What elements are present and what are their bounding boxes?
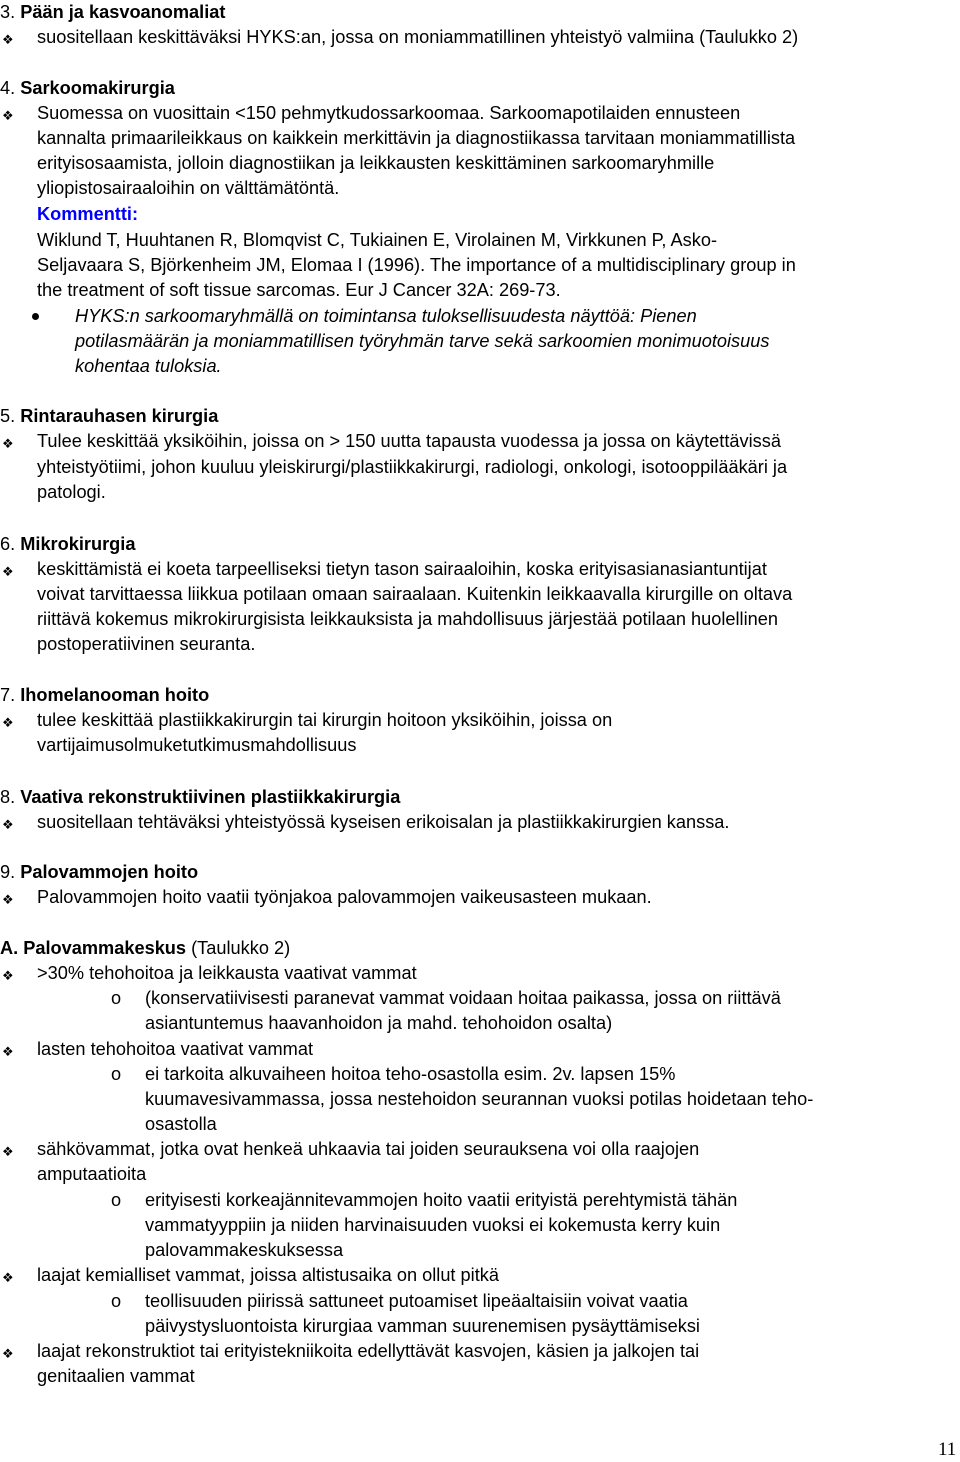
section-7-heading: 7. Ihomelanooman hoito [0, 685, 210, 705]
s3-bullet-text: suositellaan keskittäväksi HYKS:an, jossa on moniammatillinen yhteistyö valmiina (Taulukko 2) [37, 27, 799, 47]
bullet-icon: ❖ [2, 715, 14, 730]
sa-item-line: laajat kemialliset vammat, joissa altistusaika on ollut pitkä [37, 1265, 499, 1285]
s7-text-line: vartijaimusolmuketutkimusmahdollisuus [37, 735, 357, 755]
s4-text-line: Suomessa on vuosittain <150 pehmytkudossarkoomaa. Sarkoomapotilaiden ennusteen [37, 103, 741, 123]
bullet-icon: ❖ [2, 1144, 14, 1159]
sa-sub-line: kuumavesivammassa, jossa nestehoidon seurannan vuoksi potilas hoidetaan teho- [145, 1089, 814, 1109]
sa-sub-line: vammatyyppiin ja niiden harvinaisuuden vuoksi ei kokemusta kerry kuin [145, 1215, 721, 1235]
reference-line: Wiklund T, Huuhtanen R, Blomqvist C, Tukiainen E, Virolainen M, Virkkunen P, Asko- [37, 230, 718, 250]
s6-text-line: keskittämistä ei koeta tarpeelliseksi tietyn tason sairaaloihin, koska erityisasianasiantuntijat [37, 559, 767, 579]
section-4-heading: 4. Sarkoomakirurgia [0, 78, 175, 98]
sa-item-line: sähkövammat, jotka ovat henkeä uhkaavia tai joiden seurauksena voi olla raajojen [37, 1139, 700, 1159]
bullet-icon: ❖ [2, 1346, 14, 1361]
s4-text-line: yliopistosairaaloihin on välttämätöntä. [37, 178, 340, 198]
sa-item-line: genitaalien vammat [37, 1366, 195, 1386]
sa-item-line: lasten tehohoitoa vaativat vammat [37, 1039, 314, 1059]
bullet-icon: ❖ [2, 817, 14, 832]
comment-label: Kommentti: [37, 204, 139, 224]
section-6-heading: 6. Mikrokirurgia [0, 534, 136, 554]
bullet-icon: ❖ [2, 32, 14, 47]
s6-text-line: voivat tarvittaessa liikkua potilaan omaan sairaalaan. Kuitenkin leikkaavalla kirurgille on oltava [37, 584, 793, 604]
sub-bullet-marker: o [111, 988, 122, 1008]
sa-item-line: amputaatioita [37, 1164, 147, 1184]
sa-sub-line: teollisuuden piirissä sattuneet putoamiset lipeäaltaisiin voivat vaatia [145, 1291, 688, 1311]
s5-text-line: patologi. [37, 482, 106, 502]
bullet-icon: ❖ [2, 108, 14, 123]
section-a-heading: A. Palovammakeskus (Taulukko 2) [0, 938, 291, 958]
s4-text-line: kannalta primaarileikkaus on kaikkein merkittävin ja diagnostiikassa tarvitaan moniammatillista [37, 128, 796, 148]
sub-bullet-marker: o [111, 1064, 122, 1084]
sa-sub-line: asiantuntemus haavanhoidon ja mahd. tehohoidon osalta) [145, 1013, 613, 1033]
s4-text-line: erityisosaamista, jolloin diagnostiikan ja leikkausten keskittäminen sarkoomaryhmille [37, 153, 715, 173]
s4-italic-line: kohentaa tuloksia. [75, 356, 222, 376]
s4-italic-line: HYKS:n sarkoomaryhmällä on toimintansa tuloksellisuudesta näyttöä: Pienen [75, 306, 697, 326]
bullet-dot-icon [32, 313, 39, 320]
bullet-icon: ❖ [2, 436, 14, 451]
s6-text-line: postoperatiivinen seuranta. [37, 634, 256, 654]
s5-text-line: Tulee keskittää yksiköihin, joissa on > 150 uutta tapausta vuodessa ja jossa on käytettävissä [37, 431, 781, 451]
section-3-heading: 3. Pään ja kasvoanomaliat [0, 2, 226, 22]
s4-italic-line: potilasmäärän ja moniammatillisen työryhmän tarve sekä sarkoomien monimuotoisuus [75, 331, 770, 351]
bullet-icon: ❖ [2, 892, 14, 907]
s6-text-line: riittävä kokemus mikrokirurgisista leikkauksista ja mahdollisuus järjestää potilaan huolellinen [37, 609, 778, 629]
page-number: 11 [938, 1439, 957, 1460]
sa-sub-line: (konservatiivisesti paranevat vammat voidaan hoitaa paikassa, jossa on riittävä [145, 988, 781, 1008]
section-9-heading: 9. Palovammojen hoito [0, 862, 199, 882]
section-8-heading: 8. Vaativa rekonstruktiivinen plastiikkakirurgia [0, 787, 401, 807]
s7-text-line: tulee keskittää plastiikkakirurgin tai kirurgin hoitoon yksiköihin, joissa on [37, 710, 613, 730]
sub-bullet-marker: o [111, 1291, 122, 1311]
s8-bullet-text: suositellaan tehtäväksi yhteistyössä kyseisen erikoisalan ja plastiikkakirurgien kanssa. [37, 812, 730, 832]
section-5-heading: 5. Rintarauhasen kirurgia [0, 406, 219, 426]
bullet-icon: ❖ [2, 1270, 14, 1285]
sub-bullet-marker: o [111, 1190, 122, 1210]
sa-item-line: laajat rekonstruktiot tai erityistekniikoita edellyttävät kasvojen, käsien ja jalkojen tai [37, 1341, 700, 1361]
sa-item-line: >30% tehohoitoa ja leikkausta vaativat vammat [37, 963, 417, 983]
bullet-icon: ❖ [2, 968, 14, 983]
reference-line: Seljavaara S, Björkenheim JM, Elomaa I (1996). The importance of a multidisciplinary group in [37, 255, 796, 275]
sa-sub-line: ei tarkoita alkuvaiheen hoitoa teho-osastolla esim. 2v. lapsen 15% [145, 1064, 676, 1084]
sa-sub-line: erityisesti korkeajännitevammojen hoito vaatii erityistä perehtymistä tähän [145, 1190, 738, 1210]
sa-sub-line: palovammakeskuksessa [145, 1240, 344, 1260]
bullet-icon: ❖ [2, 564, 14, 579]
s5-text-line: yhteistyötiimi, johon kuuluu yleiskirurgi/plastiikkakirurgi, radiologi, onkologi, isotooppilääkäri ja [37, 457, 788, 477]
sa-sub-line: osastolla [145, 1114, 217, 1134]
sa-sub-line: päivystysluontoista kirurgiaa vamman suurenemisen pysäyttämiseksi [145, 1316, 700, 1336]
bullet-icon: ❖ [2, 1044, 14, 1059]
s9-bullet-text: Palovammojen hoito vaatii työnjakoa palovammojen vaikeusasteen mukaan. [37, 887, 652, 907]
reference-line: the treatment of soft tissue sarcomas. Eur J Cancer 32A: 269-73. [37, 280, 561, 300]
